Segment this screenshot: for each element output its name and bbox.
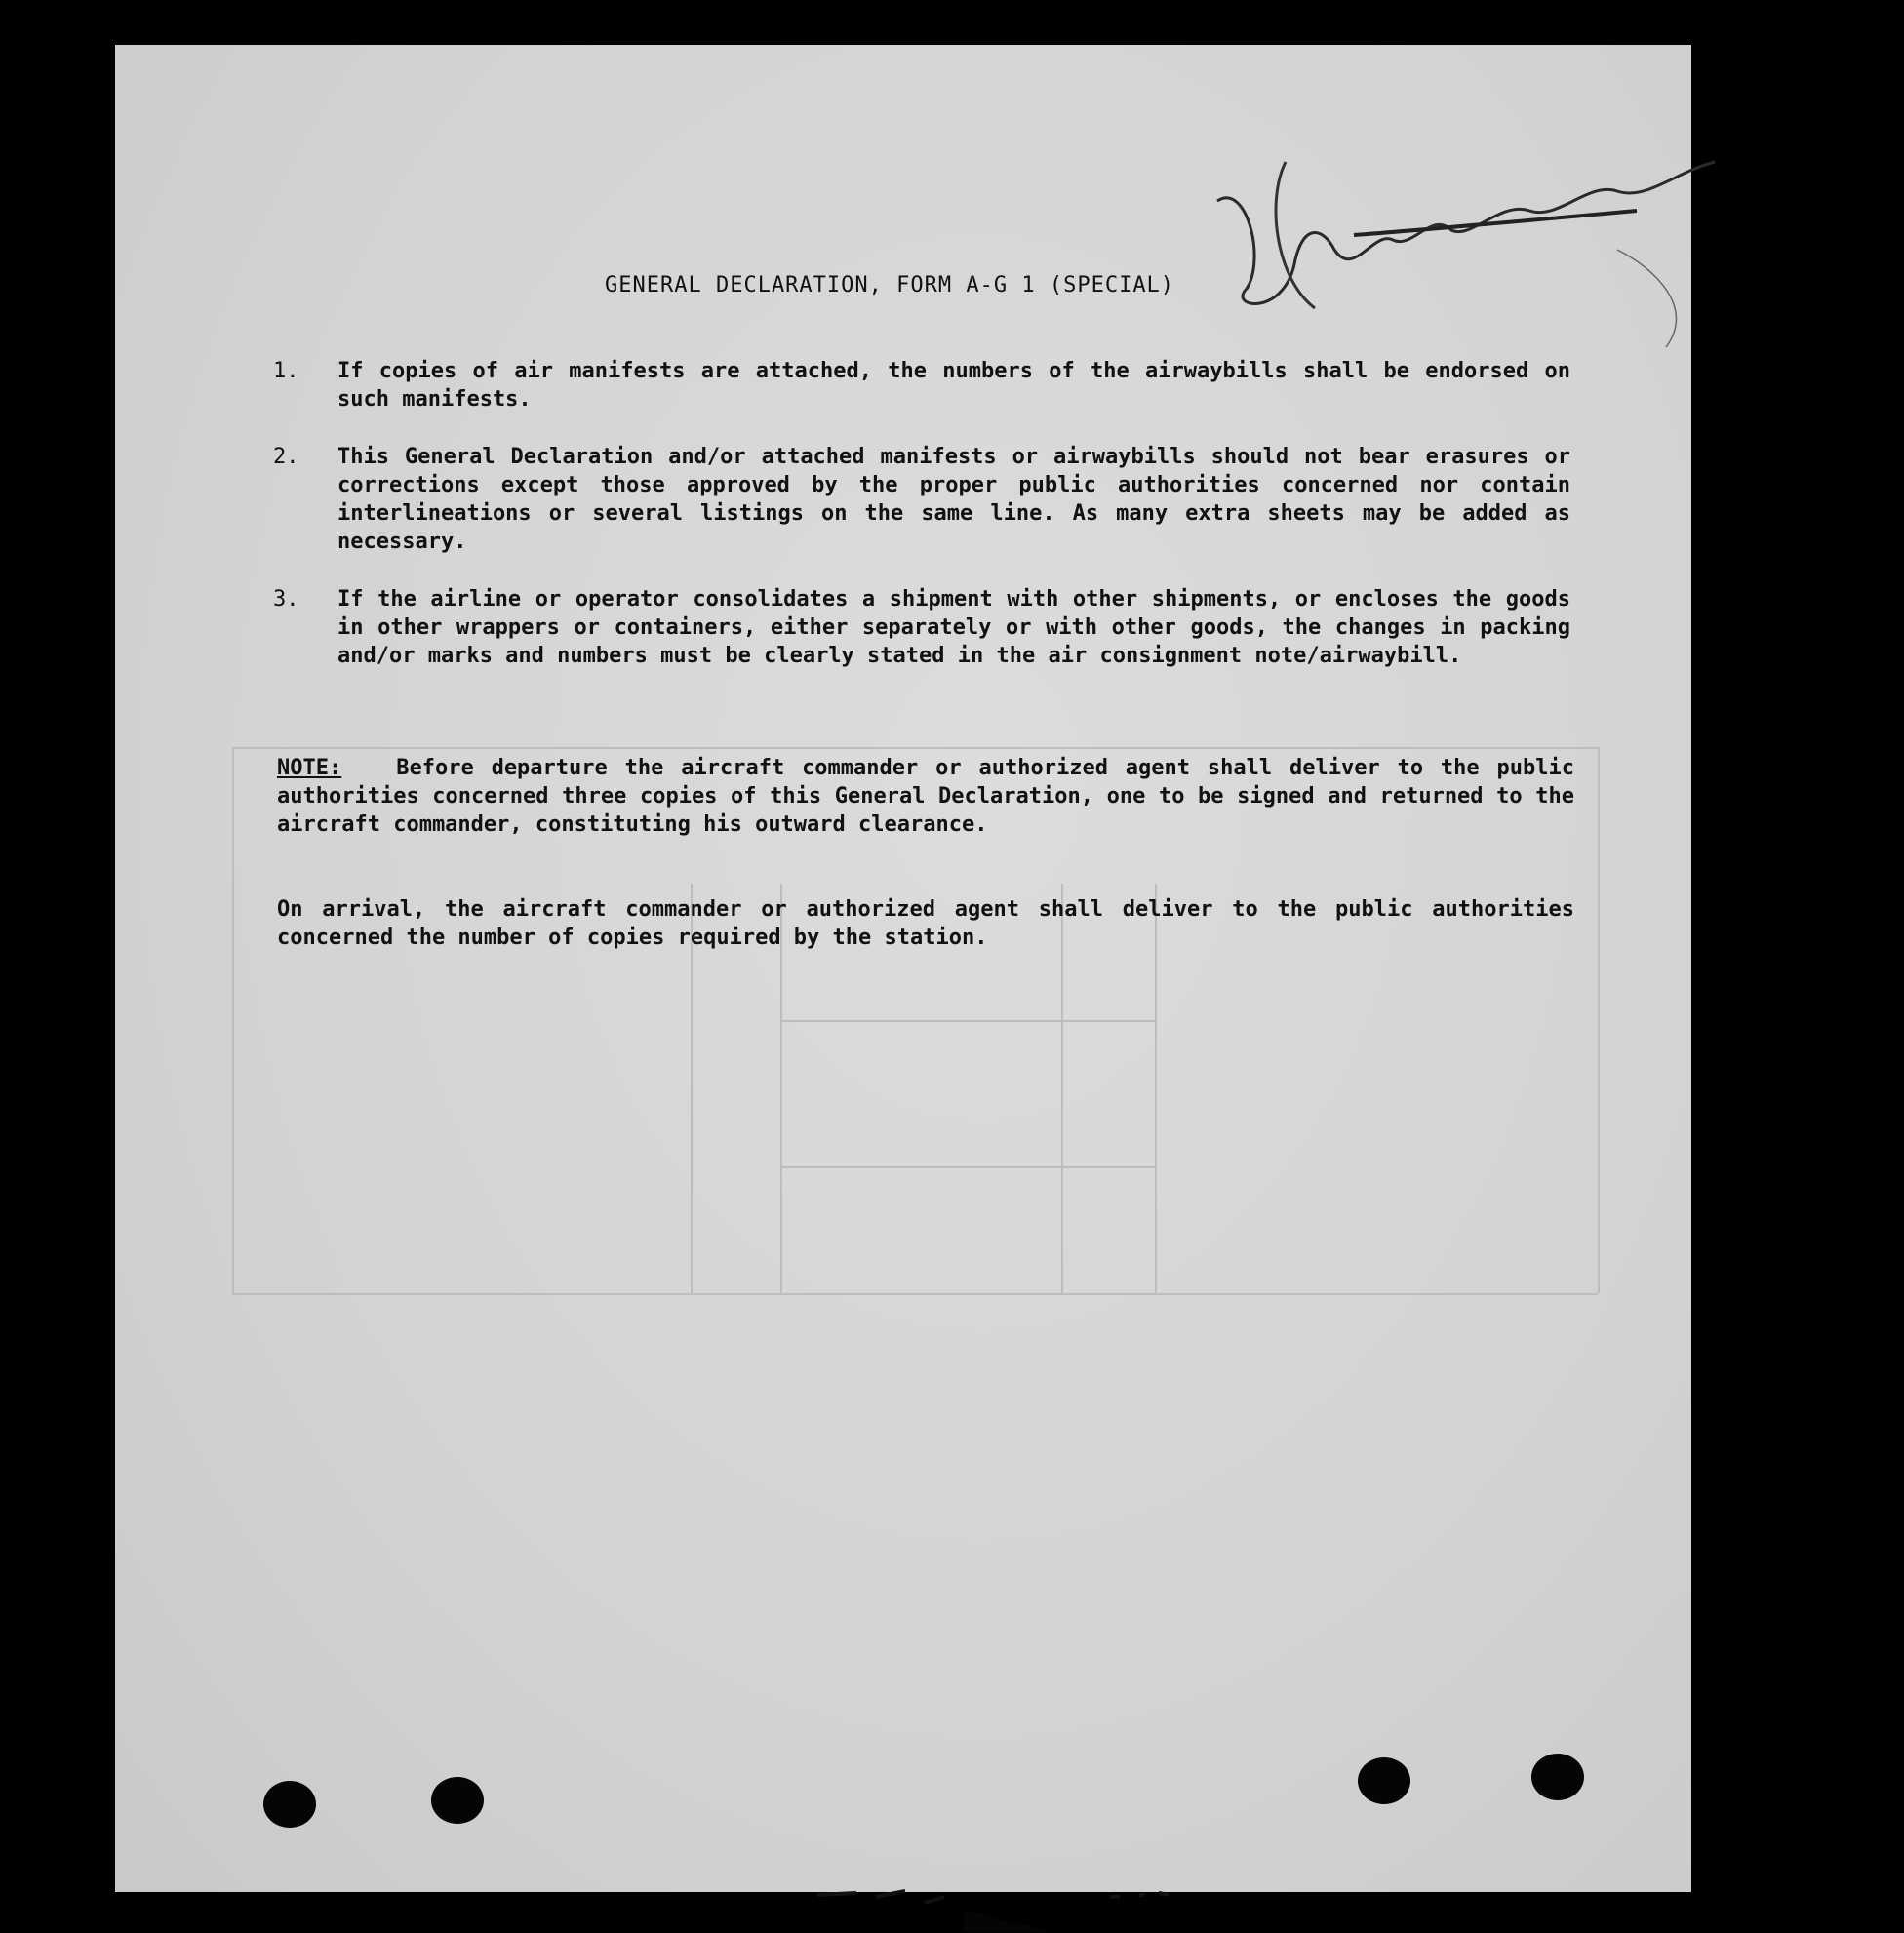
- departure-note: [277, 754, 1574, 839]
- note-label: NOTE:: [277, 756, 342, 780]
- item-text: If copies of air manifests are attached, the numbers of the airwaybills shall be endorsed on such manifests.: [337, 359, 1570, 412]
- bleed-through-line: [232, 747, 1598, 749]
- punch-hole: [1358, 1757, 1410, 1804]
- page-title: GENERAL DECLARATION, FORM A-G 1 (SPECIAL): [605, 273, 1175, 297]
- bleed-through-line: [232, 747, 234, 1293]
- note-text: Before departure the aircraft commander or authorized agent shall deliver to the public authorities concerned three copies of this General Declaration, one to be signed and returned to the aircraft commander, constituting his outward clearance.: [277, 756, 1574, 837]
- punch-hole: [431, 1777, 484, 1824]
- torn-edge-marks: [798, 1874, 1227, 1932]
- item-number: 2.: [273, 445, 299, 469]
- punch-hole: [263, 1781, 316, 1828]
- item-number: 1.: [273, 359, 299, 383]
- bleed-through-line: [780, 1166, 1155, 1168]
- item-number: 3.: [273, 587, 299, 611]
- bleed-through-line: [1598, 747, 1600, 1293]
- document-page: [115, 45, 1691, 1892]
- bleed-through-line: [232, 1293, 1598, 1295]
- item-text: If the airline or operator consolidates a shipment with other shipments, or encloses the goods in other wrappers or containers, either separately or with other goods, the changes in packing and/or marks and numbers must be clearly stated in the air consignment note/airwaybill.: [337, 587, 1570, 668]
- bleed-through-line: [780, 1020, 1155, 1022]
- punch-hole: [1531, 1754, 1584, 1800]
- handwritten-signature: [1208, 142, 1754, 367]
- arrival-note: On arrival, the aircraft commander or authorized agent shall deliver to the public authorities concerned the number of copies required by the station.: [277, 897, 1574, 950]
- item-text: This General Declaration and/or attached manifests or airwaybills should not bear erasures or corrections except those approved by the proper public authorities concerned nor contain interlineations or several listings on the same line. As many extra sheets may be added as necessary.: [337, 445, 1570, 554]
